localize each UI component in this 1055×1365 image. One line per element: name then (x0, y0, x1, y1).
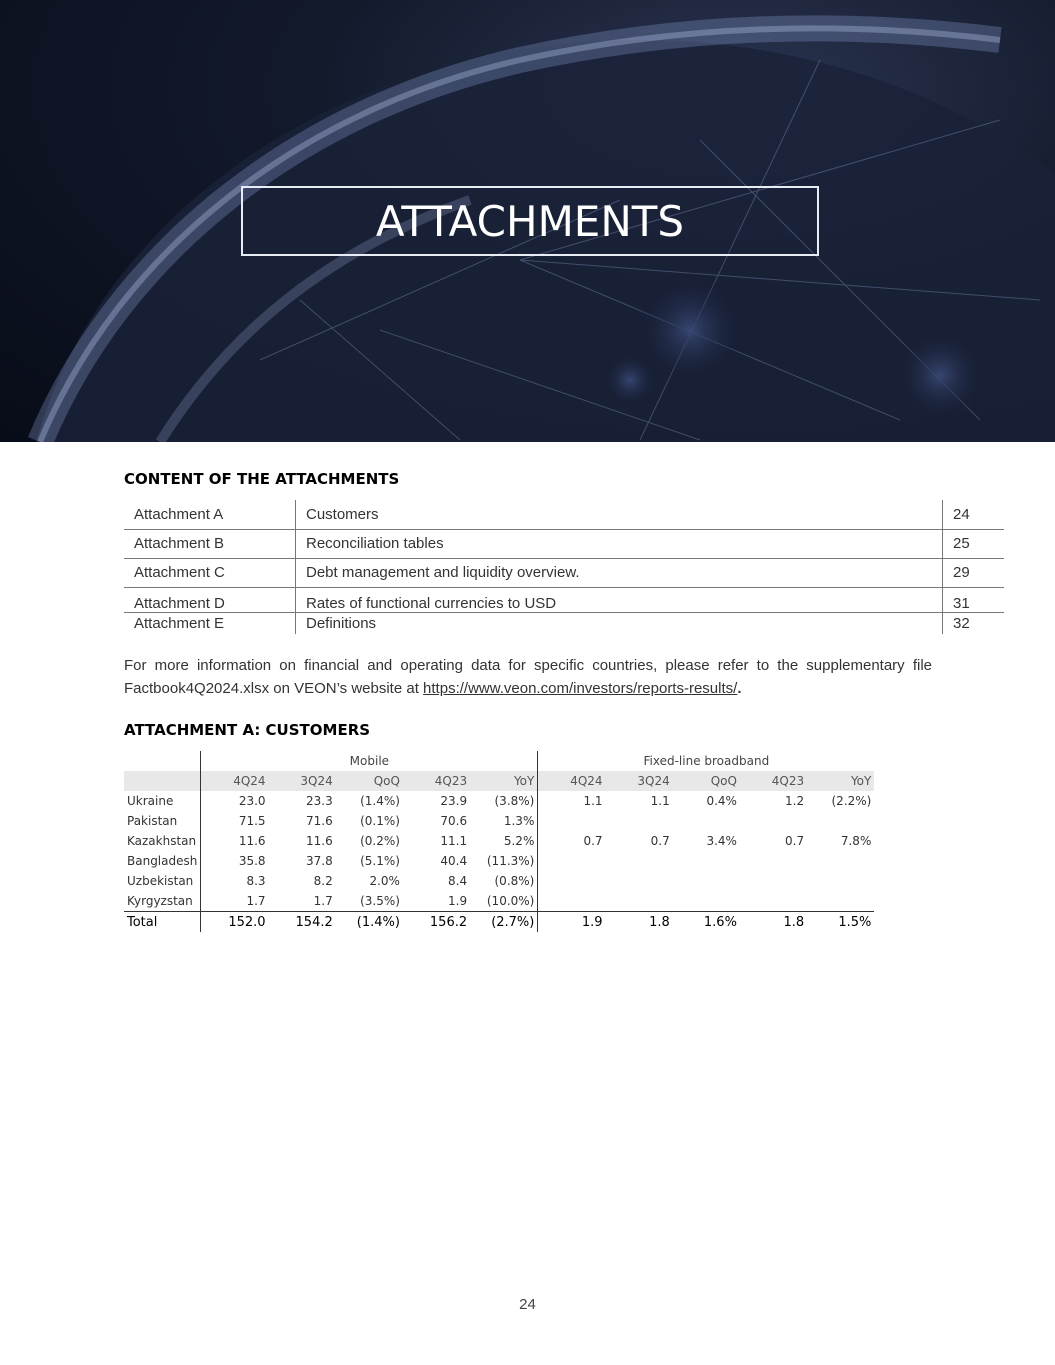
value-cell (538, 891, 606, 912)
page-number: 24 (519, 1296, 536, 1313)
country-name: Kazakhstan (124, 831, 201, 851)
info-end: . (737, 680, 742, 697)
info-paragraph (124, 654, 932, 700)
country-name: Uzbekistan (124, 871, 201, 891)
attachment-label: Attachment D (124, 587, 296, 612)
attachment-title: Rates of functional currencies to USD (296, 587, 943, 612)
value-cell: 1.1 (583, 794, 603, 808)
group-fixed: Fixed-line broadband (643, 754, 770, 768)
attachment-title: Debt management and liquidity overview. (296, 558, 943, 587)
table-row[interactable] (124, 558, 1004, 587)
value-cell: (5.1%) (360, 854, 400, 868)
table-row[interactable] (124, 612, 1004, 634)
value-cell (673, 891, 740, 912)
value-cell: 7.8% (840, 834, 872, 848)
table-row (124, 791, 874, 811)
value-cell (673, 851, 740, 871)
column-header-row (124, 771, 874, 791)
value-cell (606, 811, 673, 831)
column-header: QoQ (336, 771, 403, 791)
value-cell: 35.8 (238, 854, 266, 868)
value-cell: (1.4%) (360, 794, 400, 808)
table-row (124, 831, 874, 851)
value-cell: 1.1 (650, 794, 670, 808)
value-cell (606, 871, 673, 891)
value-cell: 71.6 (306, 814, 333, 828)
value-cell: 23.3 (306, 794, 333, 808)
value-cell (807, 891, 874, 912)
table-row (124, 871, 874, 891)
column-header: YoY (470, 771, 538, 791)
value-cell: (0.1%) (360, 814, 400, 828)
value-cell: (10.0%) (470, 891, 538, 912)
table-row[interactable] (124, 529, 1004, 558)
column-header: 4Q24 (538, 771, 606, 791)
value-cell (538, 871, 606, 891)
value-cell: 1.8 (606, 912, 673, 933)
attachment-page: 29 (943, 558, 1005, 587)
value-cell: 0.7 (583, 834, 603, 848)
value-cell: 11.6 (238, 834, 266, 848)
value-cell: 154.2 (269, 912, 336, 933)
value-cell (807, 871, 874, 891)
value-cell: 8.3 (246, 874, 266, 888)
value-cell: 11.1 (440, 834, 468, 848)
group-mobile: Mobile (201, 751, 538, 771)
attachment-label: Attachment E (124, 612, 296, 634)
value-cell (740, 891, 807, 912)
value-cell (606, 851, 673, 871)
value-cell: 40.4 (440, 854, 468, 868)
table-row (124, 851, 874, 871)
value-cell: 1.7 (313, 894, 333, 908)
attachment-title: Reconciliation tables (296, 529, 943, 558)
attachment-title: Definitions (296, 612, 943, 634)
value-cell: 1.6% (673, 912, 740, 933)
value-cell: 2.0% (369, 874, 400, 888)
value-cell: 37.8 (306, 854, 333, 868)
value-cell (740, 811, 807, 831)
value-cell: 1.7 (246, 894, 266, 908)
value-cell (673, 871, 740, 891)
column-header: YoY (807, 771, 874, 791)
value-cell: 23.9 (440, 794, 468, 808)
value-cell: (0.2%) (360, 834, 400, 848)
attachment-page: 25 (943, 529, 1005, 558)
column-header: 3Q24 (606, 771, 673, 791)
customers-table (124, 751, 874, 932)
column-header: 3Q24 (269, 771, 336, 791)
value-cell: 1.9 (448, 894, 468, 908)
value-cell: 1.5% (807, 912, 874, 933)
value-cell: (0.8%) (470, 871, 538, 891)
table-row[interactable] (124, 587, 1004, 612)
value-cell (740, 871, 807, 891)
contents-heading: CONTENT OF THE ATTACHMENTS (124, 470, 400, 488)
value-cell (673, 811, 740, 831)
column-header: QoQ (673, 771, 740, 791)
value-cell (807, 811, 874, 831)
attachment-label: Attachment C (124, 558, 296, 587)
value-cell: (3.8%) (470, 791, 538, 811)
value-cell (606, 891, 673, 912)
table-row (124, 891, 874, 912)
value-cell (807, 851, 874, 871)
value-cell: 11.6 (306, 834, 333, 848)
attachment-label: Attachment A (124, 500, 296, 529)
value-cell: (2.7%) (470, 912, 538, 933)
hero-banner (0, 0, 1055, 442)
value-cell: (2.2%) (831, 794, 872, 808)
value-cell: 152.0 (201, 912, 269, 933)
page-title: ATTACHMENTS (375, 197, 685, 246)
reports-link[interactable]: https://www.veon.com/investors/reports-results/ (423, 680, 738, 697)
table-row[interactable] (124, 500, 1004, 529)
value-cell: 8.2 (313, 874, 333, 888)
country-name: Kyrgyzstan (124, 891, 201, 912)
column-header: 4Q23 (740, 771, 807, 791)
value-cell: 1.2 (785, 794, 805, 808)
attachment-label: Attachment B (124, 529, 296, 558)
customers-heading: ATTACHMENT A: CUSTOMERS (124, 721, 371, 739)
value-cell: 156.2 (403, 912, 470, 933)
value-cell (538, 811, 606, 831)
country-name: Ukraine (124, 791, 201, 811)
attachment-page: 24 (943, 500, 1005, 529)
value-cell: 71.5 (238, 814, 266, 828)
value-cell: 0.7 (785, 834, 805, 848)
table-row (124, 811, 874, 831)
group-header-row (124, 751, 874, 771)
value-cell: (3.5%) (360, 894, 400, 908)
value-cell: 23.0 (238, 794, 266, 808)
total-row (124, 912, 874, 933)
column-header: 4Q24 (201, 771, 269, 791)
value-cell: 1.8 (740, 912, 807, 933)
value-cell: 1.3% (470, 811, 538, 831)
attachment-page: 31 (943, 587, 1005, 612)
value-cell: 70.6 (440, 814, 468, 828)
attachment-page: 32 (953, 614, 970, 632)
column-header: 4Q23 (403, 771, 470, 791)
value-cell: 1.9 (538, 912, 606, 933)
country-name: Total (124, 912, 201, 933)
contents-table (124, 500, 1004, 634)
value-cell: 0.7 (650, 834, 670, 848)
country-name: Pakistan (124, 811, 201, 831)
value-cell: 0.4% (706, 794, 737, 808)
value-cell: 3.4% (706, 834, 737, 848)
value-cell: 5.2% (470, 831, 538, 851)
attachment-title: Customers (296, 500, 943, 529)
info-text: For more information on financial and operating data for specific countries, please refer to the supplementary file Factbook4Q2024.xlsx on VEON’s website at (124, 657, 932, 697)
value-cell: 8.4 (448, 874, 468, 888)
value-cell: (1.4%) (336, 912, 403, 933)
country-name: Bangladesh (124, 851, 201, 871)
value-cell (740, 851, 807, 871)
value-cell: (11.3%) (470, 851, 538, 871)
value-cell (538, 851, 606, 871)
